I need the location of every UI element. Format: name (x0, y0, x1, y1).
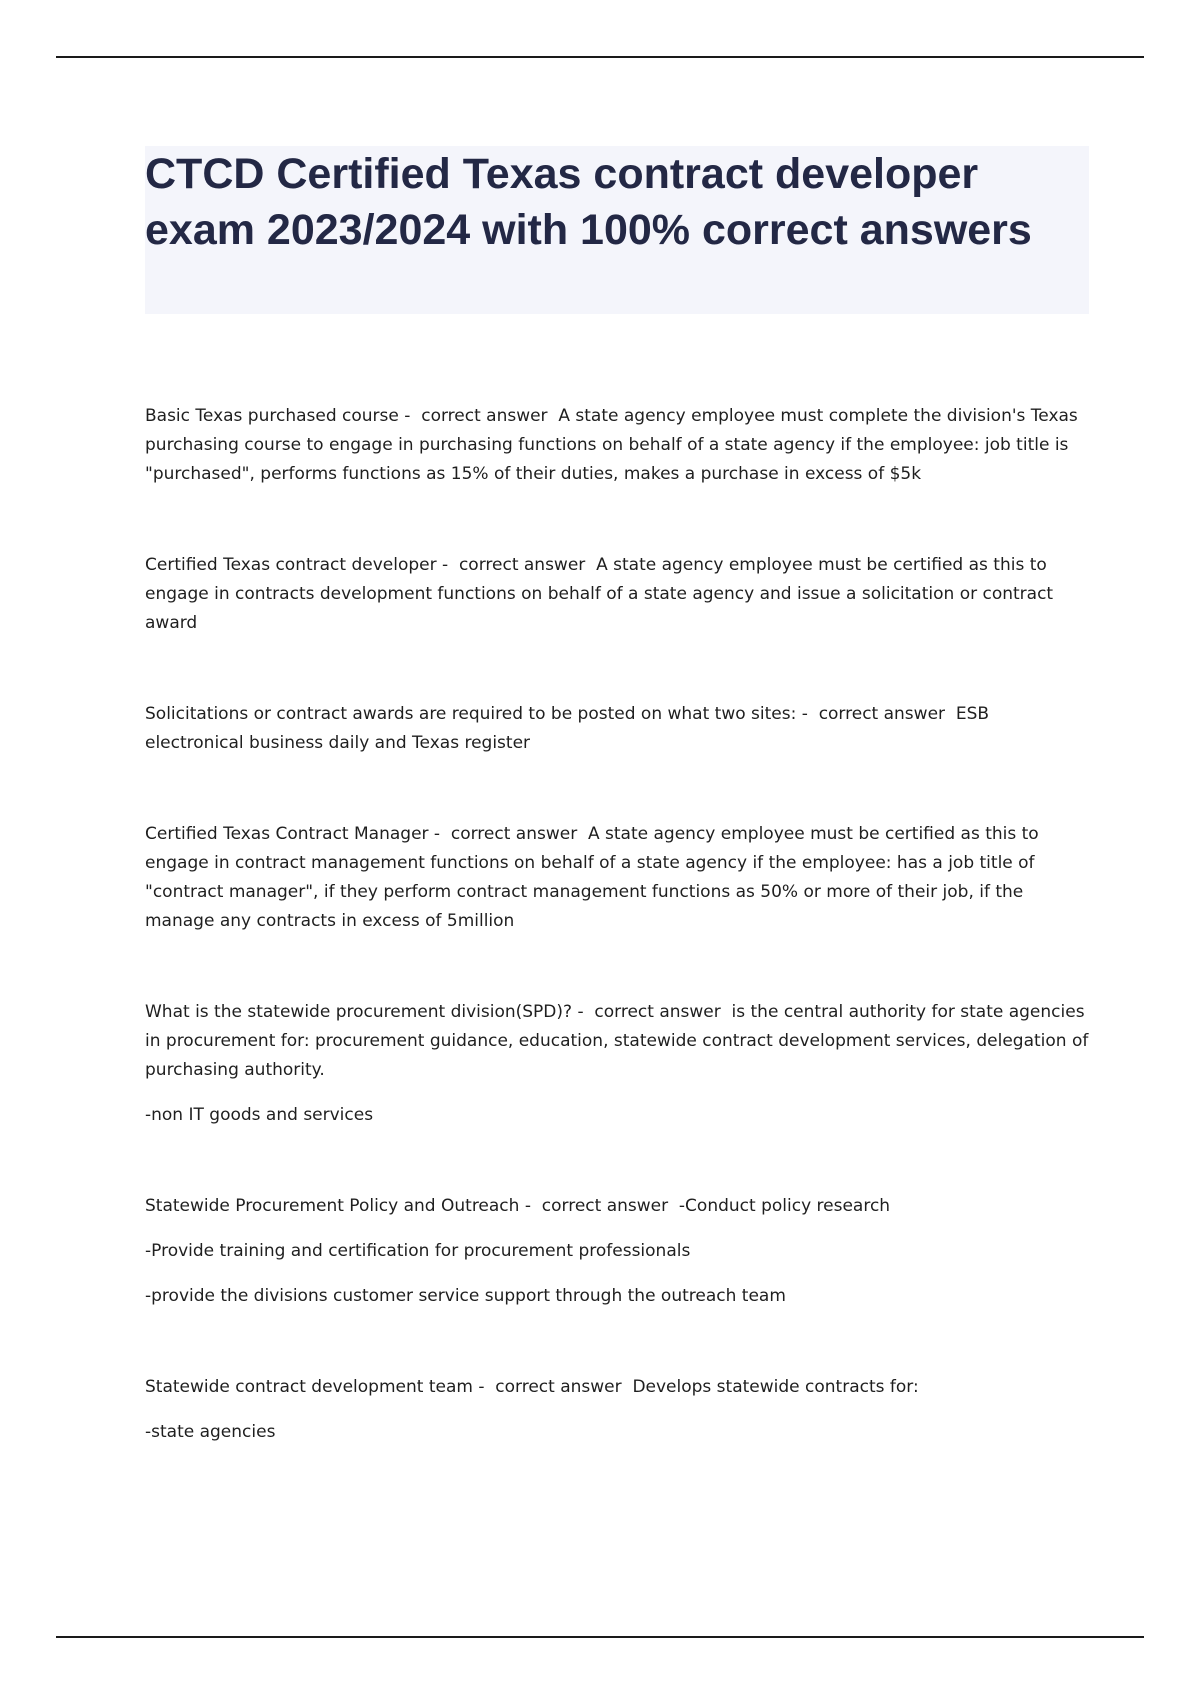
question-text: Certified Texas Contract Manager (145, 824, 429, 844)
qa-entry (145, 1192, 1090, 1311)
question-text: Statewide contract development team (145, 1377, 473, 1397)
answer-text: Develops statewide contracts for: (632, 1377, 919, 1397)
qa-first-line (145, 1192, 1090, 1221)
answer-separator: - correct answer (428, 824, 588, 844)
qa-first-line (145, 820, 1090, 936)
title-block (145, 146, 1089, 314)
question-text: Solicitations or contract awards are required to be posted on what two sites: (145, 704, 797, 724)
question-text: What is the statewide procurement division(SPD)? (145, 1002, 573, 1022)
qa-first-line (145, 1373, 1090, 1402)
qa-list (145, 402, 1090, 1509)
top-rule (56, 56, 1144, 58)
qa-first-line (145, 700, 1090, 758)
answer-line: -provide the divisions customer service support through the outreach team (145, 1286, 786, 1306)
answer-line: -Provide training and certification for procurement professionals (145, 1241, 691, 1261)
bottom-rule (56, 1636, 1144, 1638)
qa-entry (145, 700, 1090, 758)
answer-line: -state agencies (145, 1422, 276, 1442)
question-text: Basic Texas purchased course (145, 406, 399, 426)
answer-text: -Conduct policy research (678, 1196, 891, 1216)
answer-text: ESB electronical business daily and Texas register (145, 704, 990, 753)
qa-first-line (145, 551, 1090, 638)
answer-text: A state agency employee must be certified as this to engage in contract management functions on behalf of a state agency if the employee: has a job title of "contract manager", if they perform contract management functions as 50% or more of their job, if the manage any contracts in excess of 5million (145, 824, 1039, 931)
answer-separator: - correct answer (796, 704, 956, 724)
question-text: Statewide Procurement Policy and Outreach (145, 1196, 520, 1216)
answer-separator: - correct answer (398, 406, 559, 426)
answer-separator: - correct answer (572, 1002, 732, 1022)
answer-separator: - correct answer (472, 1377, 633, 1397)
qa-first-line (145, 402, 1090, 489)
question-text: Certified Texas contract developer (145, 555, 437, 575)
qa-first-line (145, 998, 1090, 1085)
qa-entry (145, 551, 1090, 638)
qa-entry (145, 820, 1090, 936)
answer-separator: - correct answer (519, 1196, 679, 1216)
qa-entry (145, 1373, 1090, 1447)
answer-separator: - correct answer (436, 555, 597, 575)
answer-line: -non IT goods and services (145, 1105, 374, 1125)
answer-text: is the central authority for state agencies in procurement for: procurement guidance, education, statewide contract development services, delegation of purchasing authority. (145, 1002, 1089, 1080)
qa-entry (145, 998, 1090, 1130)
answer-text: A state agency employee must be certified as this to engage in contracts development functions on behalf of a state agency and issue a solicitation or contract award (145, 555, 1054, 633)
answer-text: A state agency employee must complete the division's Texas purchasing course to engage in purchasing functions on behalf of a state agency if the employee: job title is "purchased", performs functions as 15% of their duties, makes a purchase in excess of $5k (145, 406, 1078, 484)
qa-entry (145, 402, 1090, 489)
document-title: CTCD Certified Texas contract developer exam 2023/2024 with 100% correct answers (145, 150, 1032, 254)
